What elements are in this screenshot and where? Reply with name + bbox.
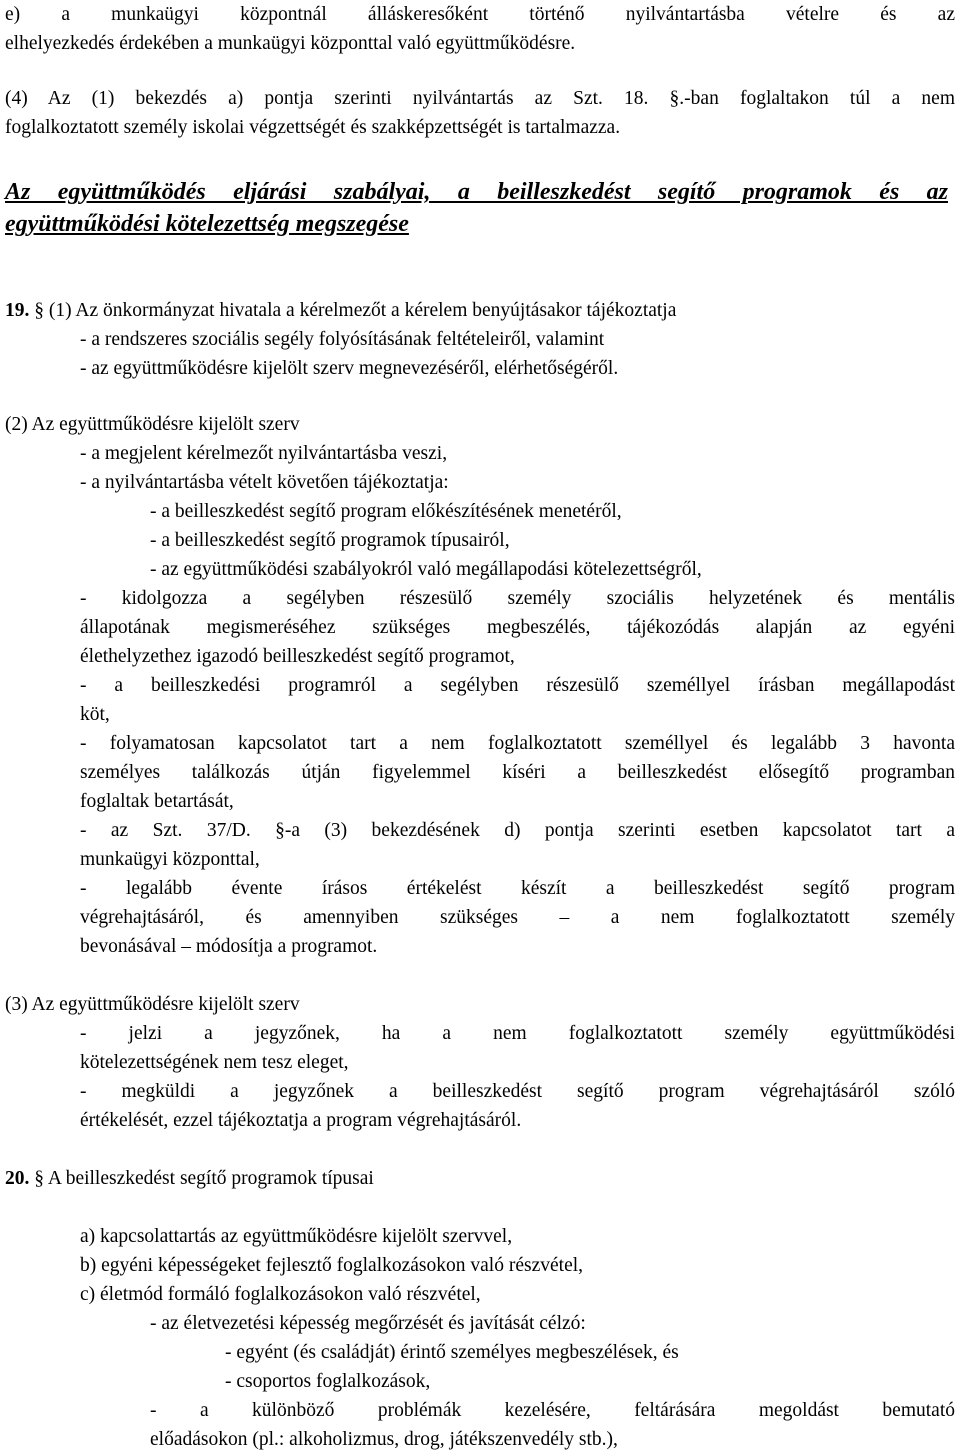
text-line: e) a munkaügyi központnál álláskeresőként történő nyilvántartásba vételre és az — [5, 4, 955, 25]
list-item: a) kapcsolattartás az együttműködésre kijelölt szervvel, — [80, 1226, 513, 1247]
paragraph-1-text: (1) Az önkormányzat hivatala a kérelmezőt a kérelem benyújtásakor tájékoztatja — [48, 300, 677, 321]
section-heading — [0, 176, 960, 240]
list-item: - kidolgozza a segélyben részesülő személy szociális helyzetének és mentális — [80, 588, 955, 609]
list-item: - az együttműködésre kijelölt szerv megnevezéséről, elérhetőségéről. — [80, 358, 619, 379]
heading-line: együttműködési kötelezettség megszegése — [5, 211, 409, 237]
text-line: végrehajtásáról, és amennyiben szükséges – a nem foglalkoztatott személy — [80, 907, 955, 928]
text-line: személyes találkozás útján figyelemmel kíséri a beilleszkedést elősegítő programban — [80, 762, 955, 783]
text-line: (4) Az (1) bekezdés a) pontja szerinti nyilvántartás az Szt. 18. §.-ban foglaltakon túl a nem — [5, 88, 955, 109]
paragraph-3-title: (3) Az együttműködésre kijelölt szerv — [5, 994, 300, 1015]
text-line: foglaltak betartását, — [80, 791, 234, 812]
list-item: - a beilleszkedési programról a segélyben részesülő személlyel írásban megállapodást — [80, 675, 955, 696]
section-19-first-line — [0, 296, 960, 325]
paragraph-3 — [0, 990, 960, 1135]
section-title: A beilleszkedést segítő programok típusai — [47, 1168, 374, 1189]
list-item: - megküldi a jegyzőnek a beilleszkedést segítő program végrehajtásáról szóló — [80, 1081, 955, 1102]
list-item: c) életmód formáló foglalkozásokon való részvétel, — [80, 1284, 481, 1305]
sub-list-item: - a beilleszkedést segítő programok típusairól, — [150, 530, 510, 551]
list-item: - a megjelent kérelmezőt nyilvántartásba veszi, — [80, 443, 448, 464]
text-line: foglalkoztatott személy iskolai végzettségét és szakképzettségét is tartalmazza. — [5, 117, 621, 138]
paragraph-2-title: (2) Az együttműködésre kijelölt szerv — [5, 414, 300, 435]
text-line: bevonásával – módosítja a programot. — [80, 936, 378, 957]
intro-paragraph — [0, 0, 960, 58]
sub-list-item: - a beilleszkedést segítő program előkészítésének menetéről, — [150, 501, 622, 522]
section-19 — [0, 296, 960, 383]
sub-list-item: - az életvezetési képesség megőrzését és javítását célzó: — [150, 1313, 586, 1334]
text-line: köt, — [80, 704, 110, 725]
text-line: előadásokon (pl.: alkoholizmus, drog, játékszenvedély stb.), — [150, 1429, 618, 1450]
list-item: - az Szt. 37/D. §-a (3) bekezdésének d) pontja szerinti esetben kapcsolatot tart a — [80, 820, 955, 841]
list-item: - a nyilvántartásba vételt követően tájékoztatja: — [80, 472, 449, 493]
list-item: - legalább évente írásos értékelést készít a beilleszkedést segítő program — [80, 878, 955, 899]
section-sign: § — [34, 1168, 44, 1189]
text-line: elhelyezkedés érdekében a munkaügyi központtal való együttműködésre. — [5, 33, 576, 54]
paragraph-4 — [0, 84, 960, 142]
section-number: 20. — [5, 1168, 30, 1189]
sub-sub-list-item: - csoportos foglalkozások, — [225, 1371, 431, 1392]
list-item: - jelzi a jegyzőnek, ha a nem foglalkoztatott személy együttműködési — [80, 1023, 955, 1044]
section-number: 19. — [5, 300, 30, 321]
sub-list-item: - a különböző problémák kezelésére, feltárására megoldást bemutató — [150, 1400, 955, 1421]
list-item: b) egyéni képességeket fejlesztő foglalkozásokon való részvétel, — [80, 1255, 584, 1276]
text-line: értékelését, ezzel tájékoztatja a program végrehajtásáról. — [80, 1110, 522, 1131]
sub-sub-list-item: - egyént (és családját) érintő személyes megbeszélések, és — [225, 1342, 679, 1363]
section-20-title-line — [0, 1164, 960, 1193]
section-sign: § — [34, 300, 44, 321]
text-line: munkaügyi központtal, — [80, 849, 260, 870]
text-line: élethelyzethez igazodó beilleszkedést segítő programot, — [80, 646, 515, 667]
section-20 — [0, 1164, 960, 1193]
heading-line: Az együttműködés eljárási szabályai, a beilleszkedést segítő programok és az — [5, 179, 948, 205]
text-line: kötelezettségének nem tesz eleget, — [80, 1052, 349, 1073]
program-types-list — [0, 1222, 960, 1454]
sub-list-item: - az együttműködési szabályokról való megállapodási kötelezettségről, — [150, 559, 702, 580]
text-line: állapotának megismeréséhez szükséges megbeszélés, tájékozódás alapján az egyéni — [80, 617, 955, 638]
list-item: - folyamatosan kapcsolatot tart a nem foglalkoztatott személlyel és legalább 3 havonta — [80, 733, 955, 754]
list-item: - a rendszeres szociális segély folyósításának feltételeiről, valamint — [80, 329, 605, 350]
paragraph-2 — [0, 410, 960, 961]
